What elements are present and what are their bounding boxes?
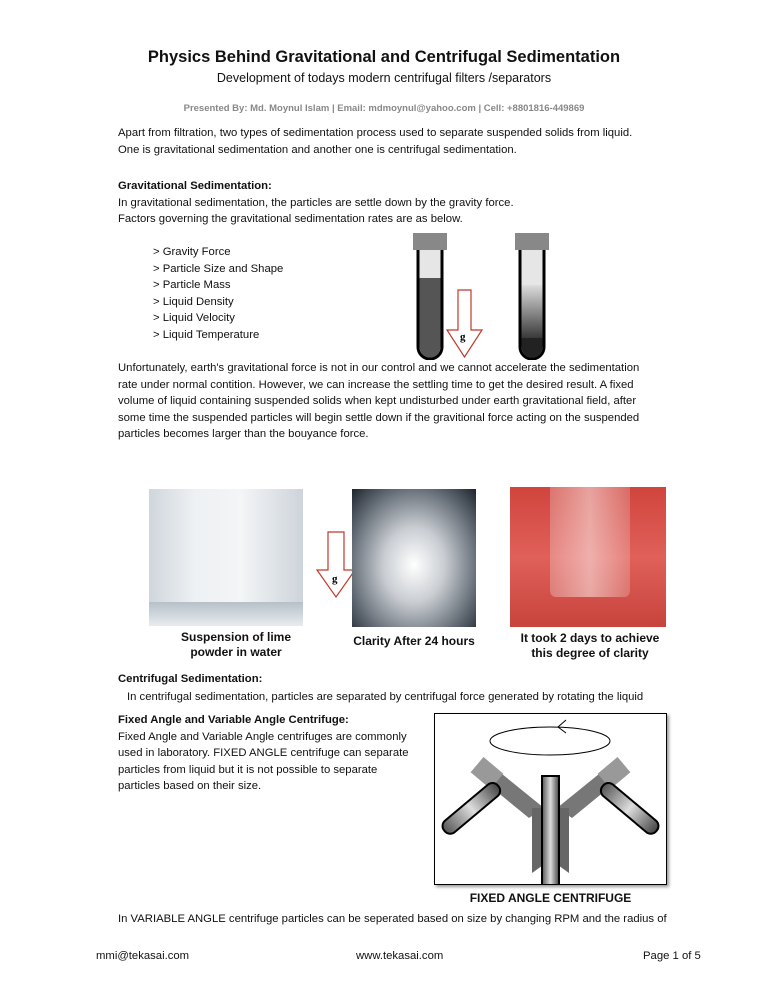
gravity-arrow-icon <box>447 290 482 357</box>
list-item: > Particle Mass <box>153 279 231 291</box>
text-line: volume of liquid containing suspended solids when kept undisturbed under earth gravitational field, after <box>118 395 637 407</box>
footer-page-number: Page 1 of 5 <box>643 950 701 962</box>
text-line: particles based on their size. <box>118 780 262 792</box>
list-item: > Liquid Density <box>153 295 234 308</box>
text-line: particles becomes larger than the bouyance force. <box>118 428 369 440</box>
text-line: Factors governing the gravitational sedimentation rates are as below. <box>118 213 463 225</box>
section-heading: Fixed Angle and Variable Angle Centrifuge: <box>118 714 349 726</box>
caption-line: this degree of clarity <box>531 646 649 660</box>
text-line: In centrifugal sedimentation, particles are separated by centrifugal force generated by rotating the liquid <box>127 691 644 703</box>
photo-clarity-24h <box>352 489 476 627</box>
text-line: Apart from filtration, two types of sedimentation process used to separate suspended solids from liquid. <box>118 127 633 139</box>
caption-line: It took 2 days to achieve <box>520 631 660 645</box>
intro-paragraph <box>118 125 632 158</box>
page-title: Physics Behind Gravitational and Centrifugal Sedimentation <box>147 48 621 66</box>
text-line: In VARIABLE ANGLE centrifuge particles can be seperated based on size by changing RPM and the radius of <box>118 913 667 925</box>
text-line: One is gravitational sedimentation and another one is centrifugal sedimentation. <box>118 143 517 156</box>
text-line: particles from liquid but it is not possible to separate <box>118 763 378 776</box>
caption-line: powder in water <box>190 645 282 659</box>
text-line: some time the suspended particles will begin settle down if the gravitional force acting on the suspended <box>118 411 640 424</box>
photo-lime-suspension <box>149 489 303 626</box>
photo-clarity-2-days <box>510 487 666 627</box>
g-label: g <box>332 573 338 585</box>
section-heading: Gravitational Sedimentation: <box>118 180 272 192</box>
text-line: Fixed Angle and Variable Angle centrifuges are commonly <box>118 730 407 743</box>
text-line: In gravitational sedimentation, the particles are settle down by the gravity force. <box>118 196 514 209</box>
g-label: g <box>460 331 466 343</box>
gravity-arrow-icon <box>316 530 356 600</box>
figure-caption: FIXED ANGLE CENTRIFUGE <box>469 891 632 905</box>
test-tubes-diagram <box>405 230 555 360</box>
section-heading: Centrifugal Sedimentation: <box>118 673 263 685</box>
list-item: > Liquid Temperature <box>153 328 260 341</box>
fixed-angle-centrifuge-diagram <box>434 713 667 885</box>
list-item: > Particle Size and Shape <box>153 262 284 275</box>
caption-line: Suspension of lime <box>180 630 291 644</box>
caption-lime <box>156 630 316 660</box>
caption-24h: Clarity After 24 hours <box>353 634 475 648</box>
gravitational-section <box>118 178 514 228</box>
page-subtitle: Development of todays modern centrifugal filters /separators <box>216 71 552 85</box>
text-line: Unfortunately, earth's gravitational force is not in our control and we cannot accelerate the sedimentation <box>118 362 640 374</box>
text-line: rate under normal contition. However, we can increase the settling time to get the desired result. A fixed <box>118 378 634 391</box>
tube-mixed-icon <box>413 233 447 359</box>
settling-paragraph <box>118 360 639 443</box>
caption-2-days <box>500 631 680 661</box>
footer-website[interactable]: www.tekasai.com <box>356 950 444 962</box>
list-item: > Gravity Force <box>153 246 231 258</box>
fixed-angle-section <box>118 712 409 795</box>
factors-list <box>153 244 283 343</box>
presenter-info: Presented By: Md. Moynul Islam | Email: mdmoynul@yahoo.com | Cell: +8801816-449869 <box>183 103 585 114</box>
list-item: > Liquid Velocity <box>153 312 235 324</box>
centrifuge-shaft <box>542 776 559 885</box>
footer-email[interactable]: mmi@tekasai.com <box>96 950 190 962</box>
tube-settled-icon <box>515 233 549 359</box>
text-line: used in laboratory. FIXED ANGLE centrifuge can separate <box>118 747 409 759</box>
